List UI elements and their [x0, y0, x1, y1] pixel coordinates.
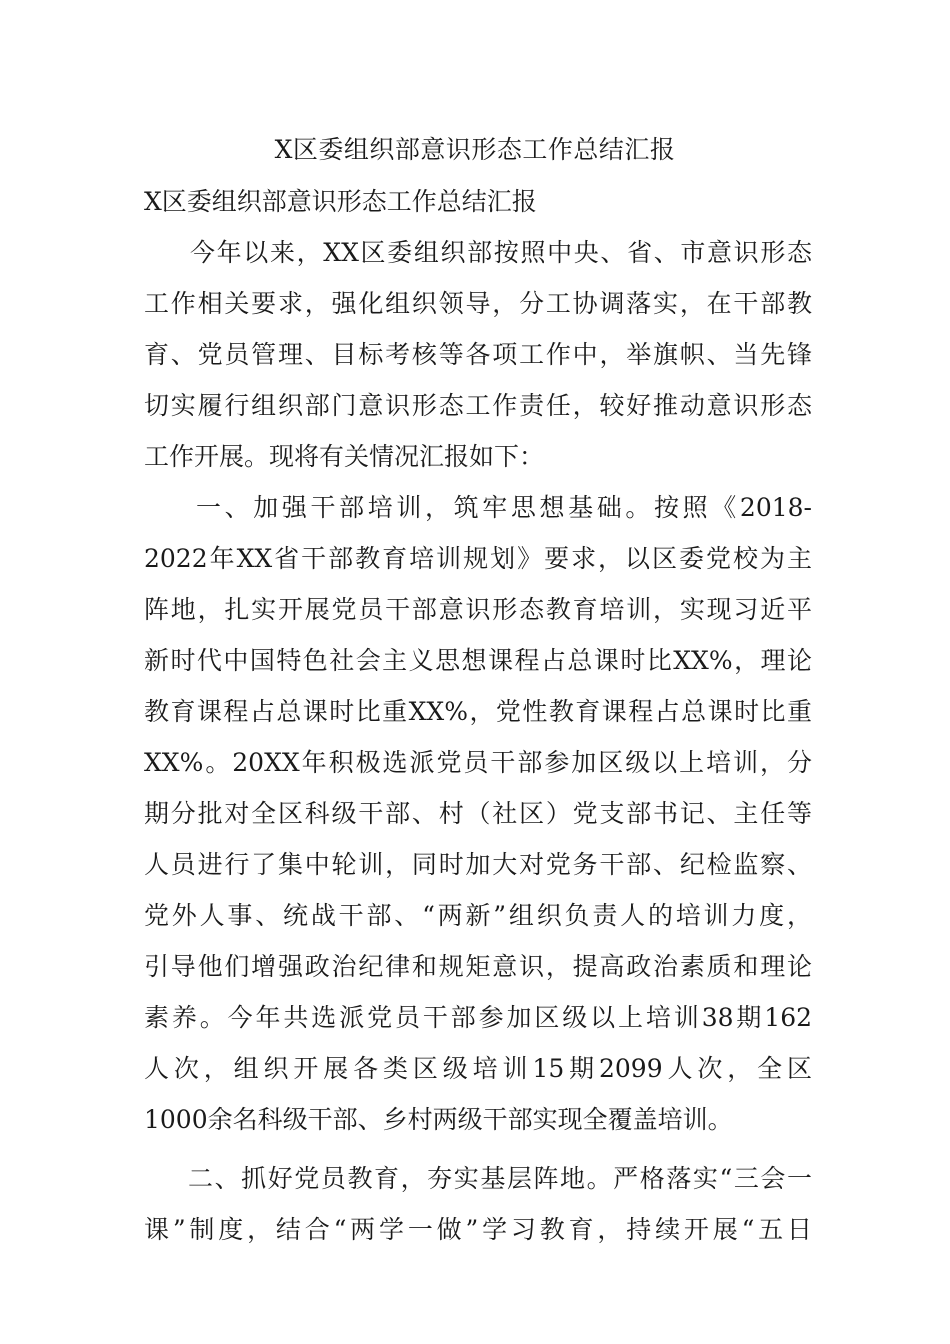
paragraph-line: 期分批对全区科级干部、村（社区）党支部书记、主任等: [144, 799, 812, 828]
paragraph-line: 引导他们增强政治纪律和规矩意识，提高政治素质和理论: [144, 952, 812, 981]
paragraph-line: 今年以来，XX区委组织部按照中央、省、市意识形态: [190, 238, 812, 267]
document-subtitle: X区委组织部意识形态工作总结汇报: [144, 187, 537, 216]
paragraph-section-one: [144, 482, 812, 1145]
paragraph-line: 人次，组织开展各类区级培训15期2099人次，全区: [144, 1054, 812, 1083]
paragraph-line: 教育课程占总课时比重XX%，党性教育课程占总课时比重: [144, 697, 812, 726]
paragraph-line: 工作相关要求，强化组织领导，分工协调落实，在干部教: [144, 289, 812, 318]
paragraph-line: 二、抓好党员教育，夯实基层阵地。严格落实“三会一: [188, 1164, 812, 1193]
paragraph-line: 人员进行了集中轮训，同时加大对党务干部、纪检监察、: [144, 850, 812, 879]
paragraph-line: 2022年XX省干部教育培训规划》要求，以区委党校为主: [144, 544, 812, 573]
paragraph-line: 工作开展。现将有关情况汇报如下：: [144, 442, 545, 471]
paragraph-line: 课”制度，结合“两学一做”学习教育，持续开展“五日: [144, 1215, 812, 1244]
document-title: X区委组织部意识形态工作总结汇报: [274, 135, 676, 164]
paragraph-line: 阵地，扎实开展党员干部意识形态教育培训，实现习近平: [144, 595, 812, 624]
paragraph-line: 新时代中国特色社会主义思想课程占总课时比XX%，理论: [144, 646, 812, 675]
paragraph-intro: [144, 227, 812, 482]
paragraph-line: 育、党员管理、目标考核等各项工作中，举旗帜、当先锋: [144, 340, 812, 369]
paragraph-line: 素养。今年共选派党员干部参加区级以上培训38期162: [144, 1003, 812, 1032]
paragraph-line: 1000余名科级干部、乡村两级干部实现全覆盖培训。: [144, 1105, 733, 1134]
paragraph-section-two: [144, 1153, 812, 1255]
paragraph-line: 切实履行组织部门意识形态工作责任，较好推动意识形态: [144, 391, 812, 420]
paragraph-spacer: [144, 1145, 812, 1153]
paragraph-line: XX%。20XX年积极选派党员干部参加区级以上培训，分: [144, 748, 812, 777]
paragraph-line: 一、加强干部培训，筑牢思想基础。按照《2018-: [196, 493, 812, 522]
document-body: [144, 176, 812, 1255]
paragraph-line: 党外人事、统战干部、“两新”组织负责人的培训力度，: [144, 901, 812, 930]
